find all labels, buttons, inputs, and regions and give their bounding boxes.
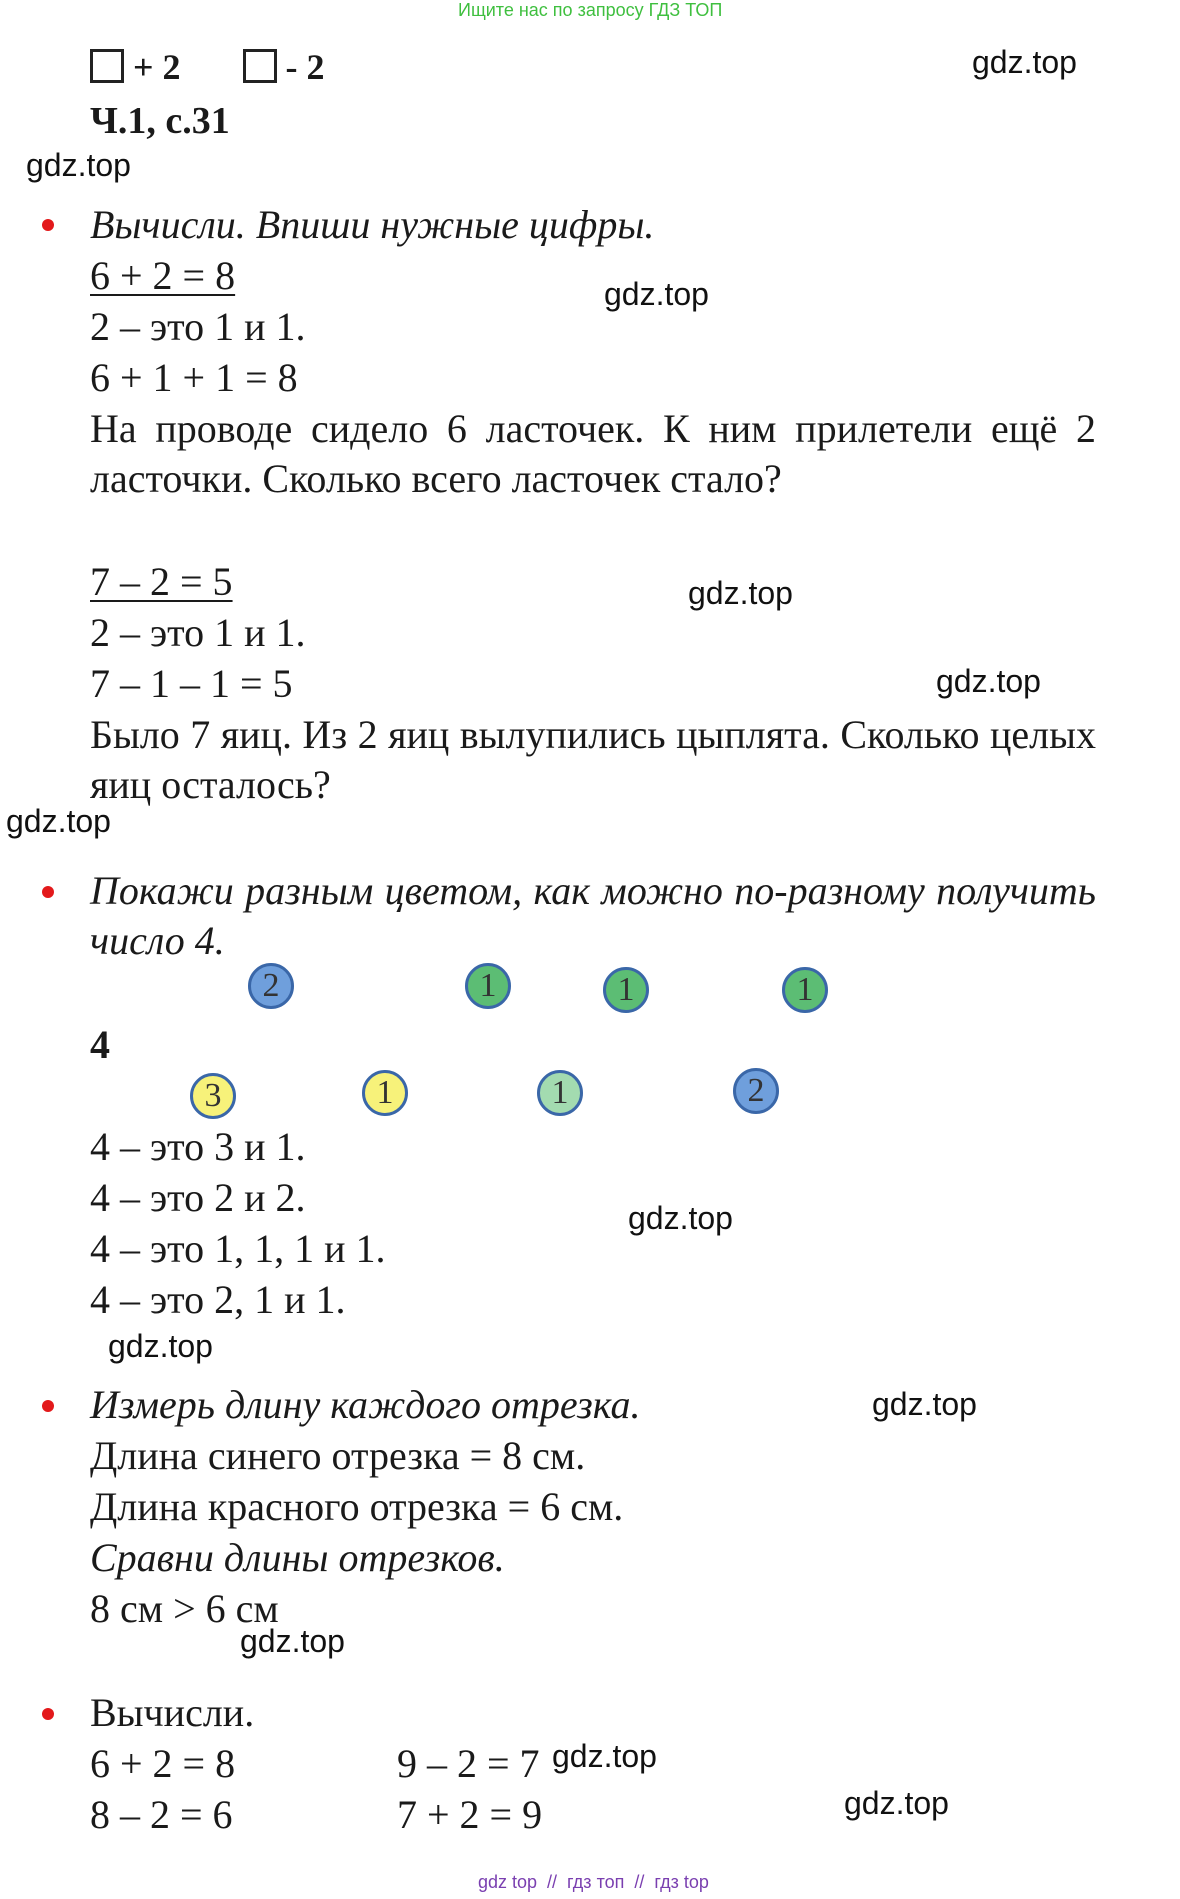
section1-title: Вычисли. Впиши нужные цифры.	[90, 202, 655, 247]
section2-answer: 4 – это 2 и 2.	[90, 1175, 306, 1220]
watermark: gdz.top	[688, 575, 793, 611]
watermark: gdz.top	[26, 147, 131, 183]
watermark: gdz.top	[108, 1328, 213, 1364]
section4-equation: 7 + 2 = 9	[397, 1792, 543, 1837]
bullet	[42, 886, 54, 898]
watermark: gdz.top	[844, 1785, 949, 1821]
section1-equation1: 6 + 2 = 8	[90, 253, 236, 298]
section1-equation2-note: 2 – это 1 и 1.	[90, 610, 306, 655]
section1-problem2: Было 7 яиц. Из 2 яиц вылупились цыплята. Сколько целых яиц осталось?	[90, 712, 1096, 807]
section2-number: 4	[90, 1022, 110, 1067]
section3-red-line: Длина красного отрезка = 6 см.	[90, 1484, 624, 1529]
top-banner: Ищите нас по запросу ГДЗ ТОП	[458, 0, 723, 20]
bottom-banner: gdz top // гдз топ // гдз top	[478, 1872, 709, 1892]
empty-box-plus	[90, 49, 124, 83]
watermark: gdz.top	[552, 1738, 657, 1774]
section3-compare-result: 8 см > 6 см	[90, 1586, 279, 1631]
number-circle: 1	[465, 963, 511, 1009]
bullet	[42, 219, 54, 231]
section1-problem1: На проводе сидело 6 ласточек. К ним прилетели ещё 2 ласточки. Сколько всего ласточек стало?	[90, 406, 1096, 501]
empty-box-minus	[243, 49, 277, 83]
section2-answer: 4 – это 1, 1, 1 и 1.	[90, 1226, 386, 1271]
section3-compare-title: Сравни длины отрезков.	[90, 1535, 505, 1580]
number-circle: 3	[190, 1073, 236, 1119]
number-circle: 1	[537, 1070, 583, 1116]
watermark: gdz.top	[604, 276, 709, 312]
minus-expression: - 2	[285, 47, 325, 87]
section1-equation2-steps: 7 – 1 – 1 = 5	[90, 661, 293, 706]
bullet	[42, 1400, 54, 1412]
watermark: gdz.top	[936, 663, 1041, 699]
section1-equation1-note: 2 – это 1 и 1.	[90, 304, 306, 349]
number-circle: 1	[362, 1070, 408, 1116]
watermark: gdz.top	[240, 1623, 345, 1659]
bullet	[42, 1708, 54, 1720]
section3-blue-line: Длина синего отрезка = 8 см.	[90, 1433, 586, 1478]
number-circle: 2	[733, 1068, 779, 1114]
header-expressions	[90, 42, 325, 92]
page-reference: Ч.1, с.31	[90, 100, 230, 142]
number-circle: 1	[603, 967, 649, 1013]
watermark: gdz.top	[972, 44, 1077, 80]
section4-equation: 8 – 2 = 6	[90, 1792, 233, 1837]
plus-expression: + 2	[133, 47, 181, 87]
section4-equation: 6 + 2 = 8	[90, 1741, 236, 1786]
section4-title: Вычисли.	[90, 1690, 255, 1735]
section1-equation2: 7 – 2 = 5	[90, 559, 233, 604]
section2-answer: 4 – это 2, 1 и 1.	[90, 1277, 346, 1322]
section4-equation: 9 – 2 = 7	[397, 1741, 540, 1786]
number-circle: 2	[248, 963, 294, 1009]
section3-title: Измерь длину каждого отрезка.	[90, 1382, 641, 1427]
section2-answer: 4 – это 3 и 1.	[90, 1124, 306, 1169]
watermark: gdz.top	[872, 1386, 977, 1422]
watermark: gdz.top	[6, 803, 111, 839]
section1-equation1-steps: 6 + 1 + 1 = 8	[90, 355, 298, 400]
number-circle: 1	[782, 967, 828, 1013]
section2-title: Покажи разным цветом, как можно по-разному получить число 4.	[90, 868, 1096, 963]
watermark: gdz.top	[628, 1200, 733, 1236]
